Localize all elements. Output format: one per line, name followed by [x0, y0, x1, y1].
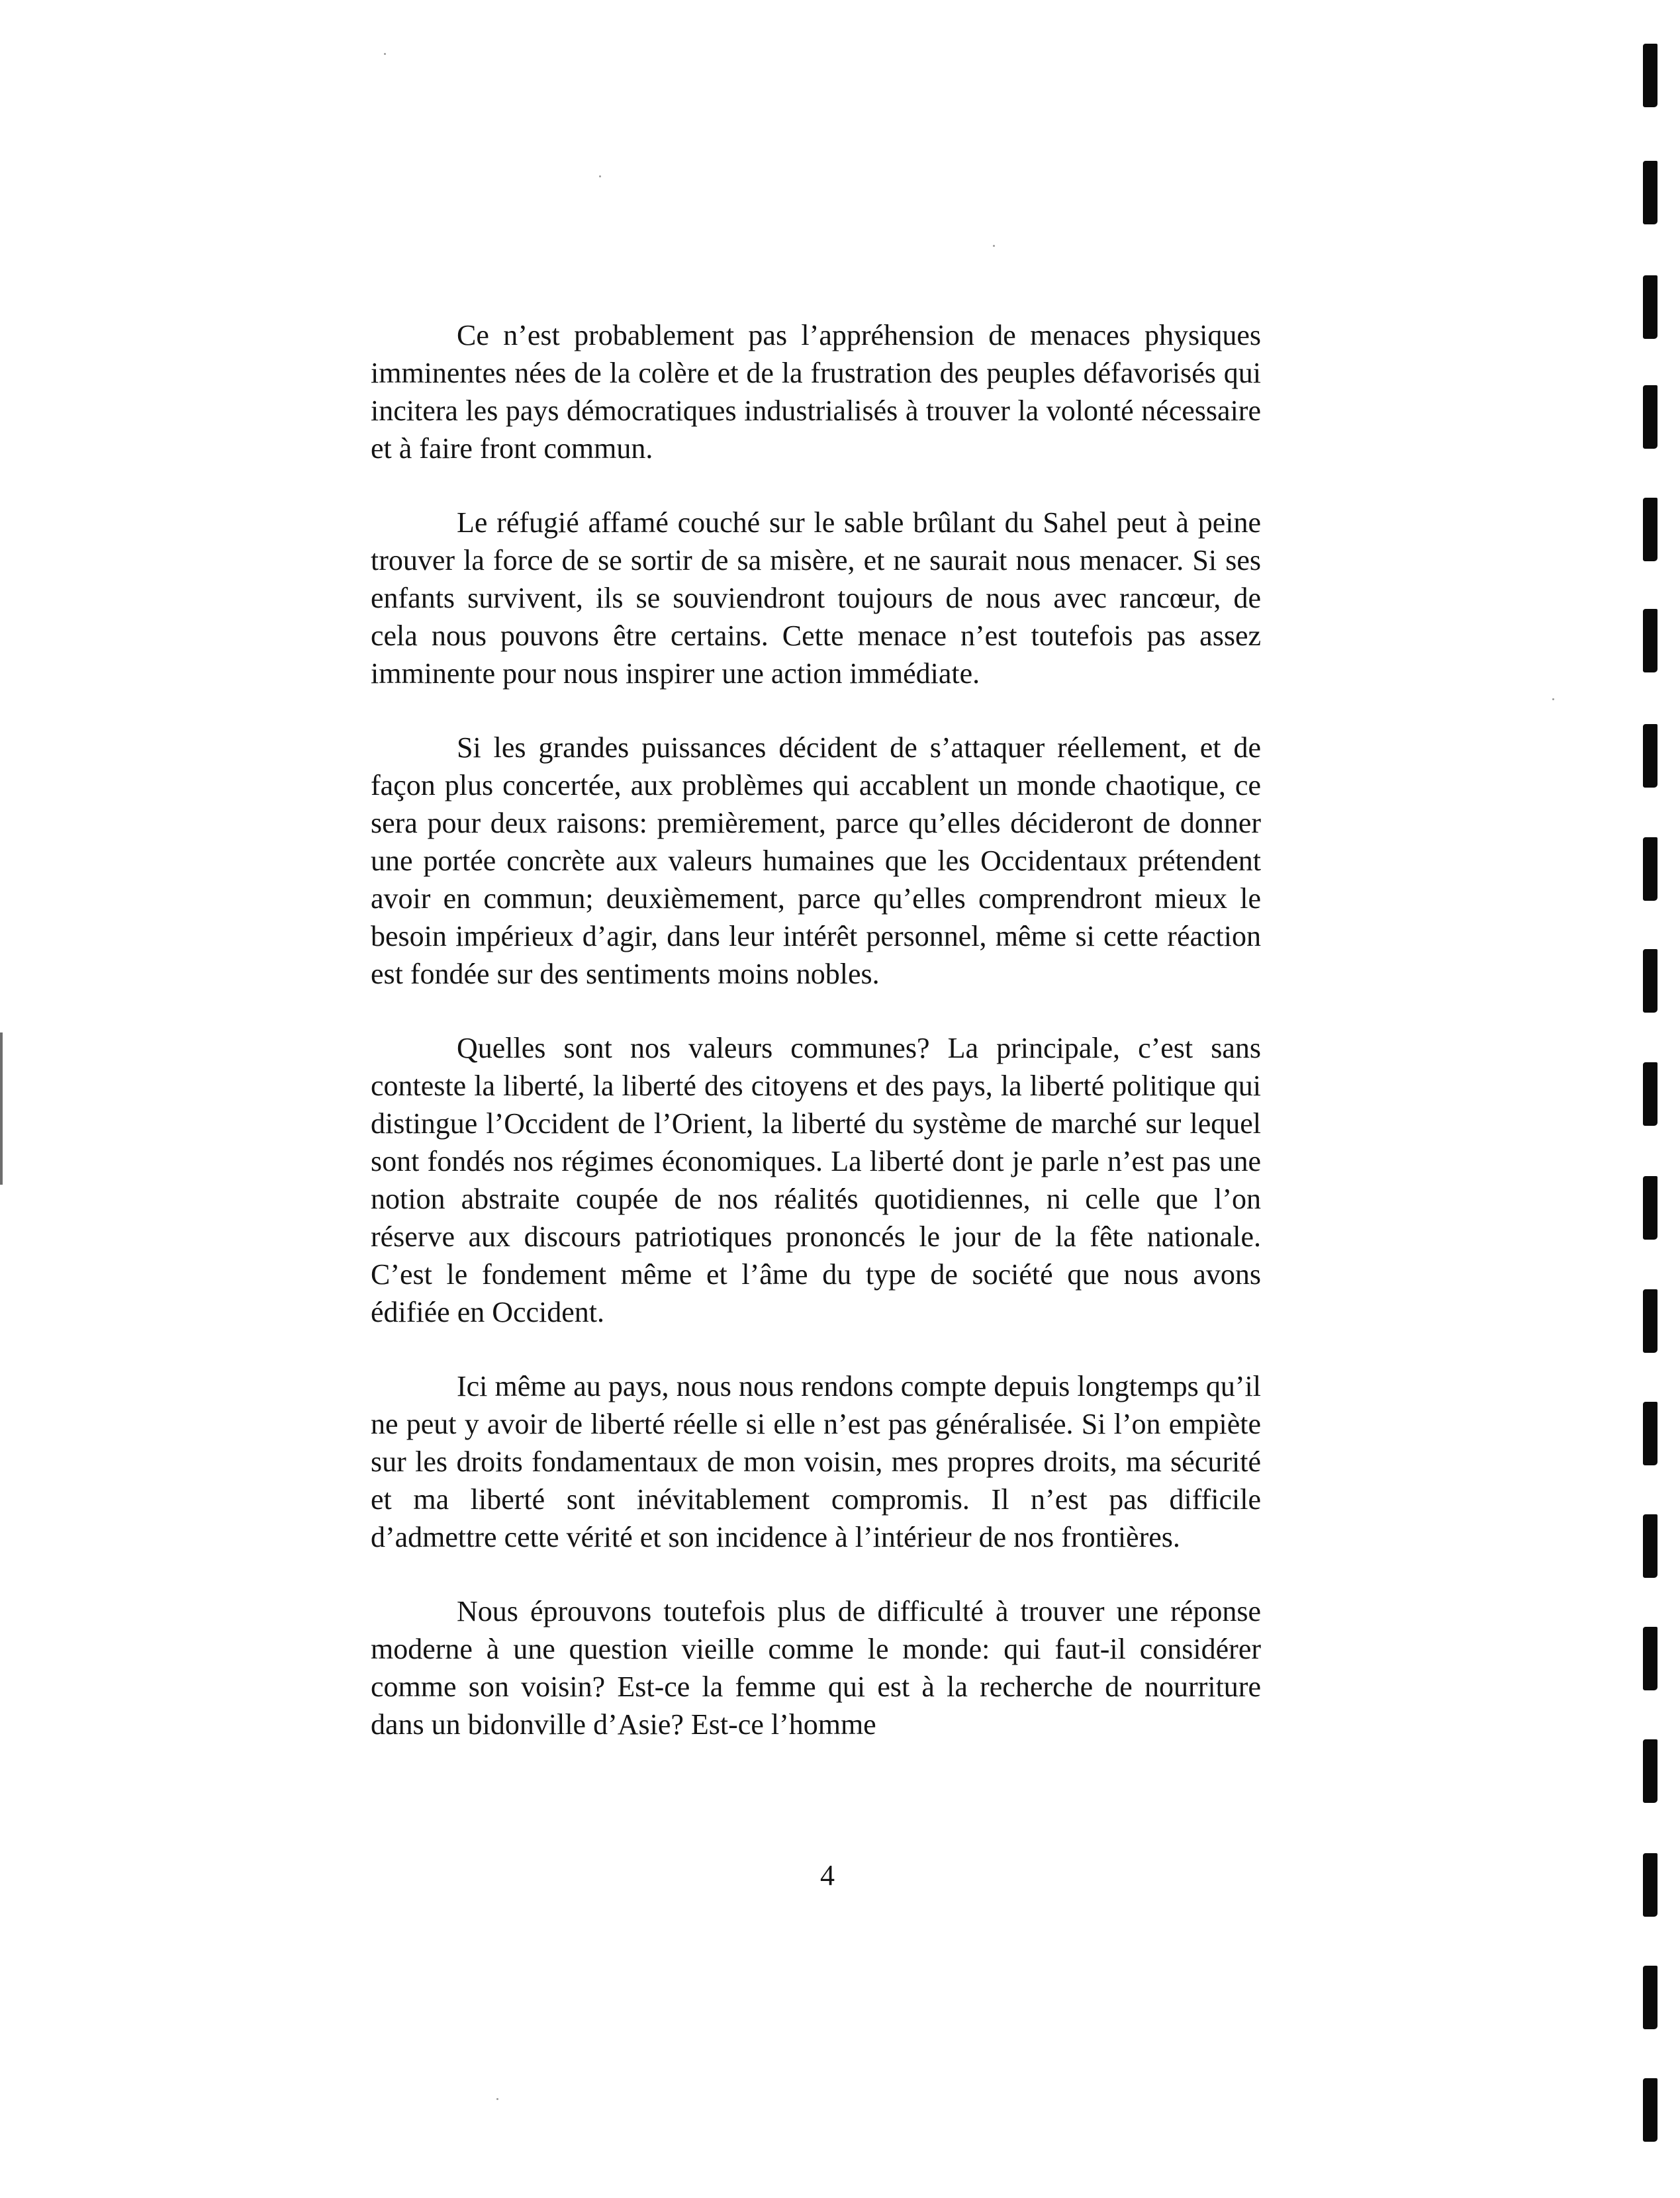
binding-mark	[1643, 1966, 1657, 2029]
speck	[599, 175, 601, 177]
scan-edge-line	[0, 1032, 3, 1185]
paragraph: Ce n’est probablement pas l’appréhension de menaces physiques imminentes nées de la colère et de la frustration des peuples défavorisés qui incitera les pays démocratiques industrialisés à trouver la volonté nécessaire et à faire front commun.	[371, 319, 1261, 465]
binding-mark	[1643, 1176, 1657, 1240]
binding-mark	[1643, 1627, 1657, 1690]
binding-mark	[1643, 2078, 1657, 2142]
paragraph: Le réfugié affamé couché sur le sable brûlant du Sahel peut à peine trouver la force de se sortir de sa misère, et ne saurait nous menacer. Si ses enfants survivent, ils se souviendront toujours de nous avec rancœur, de cela nous pouvons être certains. Cette menace n’est toutefois pas assez imminente pour nous inspirer une action immédiate.	[371, 506, 1261, 690]
speck	[1552, 698, 1554, 700]
speck	[496, 2098, 498, 2100]
binding-mark	[1643, 1514, 1657, 1578]
binding-mark	[1643, 498, 1657, 561]
binding-mark	[1643, 1853, 1657, 1917]
binding-mark	[1643, 1062, 1657, 1126]
body-text	[371, 316, 1261, 1780]
binding-mark	[1643, 385, 1657, 449]
binding-mark	[1643, 44, 1657, 107]
binding-mark	[1643, 837, 1657, 901]
binding-mark	[1643, 1739, 1657, 1803]
binding-mark	[1643, 949, 1657, 1013]
paragraph: Quelles sont nos valeurs communes? La principale, c’est sans conteste la liberté, la liberté des citoyens et des pays, la liberté politique qui distingue l’Occident de l’Orient, la liberté du système de marché sur lequel sont fondés nos régimes économiques. La liberté dont je parle n’est pas une notion abstraite coupée de nos réalités quotidiennes, ni celle que l’on réserve aux discours patriotiques prononcés le jour de la fête nationale. C’est le fondement même et l’âme du type de société que nous avons édifiée en Occident.	[371, 1032, 1261, 1328]
binding-mark	[1643, 724, 1657, 788]
binding-mark	[1643, 1402, 1657, 1465]
paragraph: Nous éprouvons toutefois plus de difficulté à trouver une réponse moderne à une question vieille comme le monde: qui faut-il considérer comme son voisin? Est-ce la femme qui est à la recherche de nourriture dans un bidonville d’Asie? Est-ce l’homme	[371, 1595, 1261, 1741]
binding-mark	[1643, 161, 1657, 224]
binding-mark	[1643, 609, 1657, 672]
speck	[384, 53, 386, 55]
binding-mark	[1643, 275, 1657, 339]
binding-mark	[1643, 1289, 1657, 1353]
paragraph: Si les grandes puissances décident de s’attaquer réellement, et de façon plus concertée, aux problèmes qui accablent un monde chaotique, ce sera pour deux raisons: premièrement, parce qu’elles décideront de donner une portée concrète aux valeurs humaines que les Occidentaux prétendent avoir en commun; deuxièmement, parce qu’elles comprendront mieux le besoin impérieux d’agir, dans leur intérêt personnel, même si cette réaction est fondée sur des sentiments moins nobles.	[371, 731, 1261, 990]
page-number: 4	[820, 1859, 835, 1892]
speck	[993, 245, 995, 247]
paragraph: Ici même au pays, nous nous rendons compte depuis longtemps qu’il ne peut y avoir de liberté réelle si elle n’est pas généralisée. Si l’on empiète sur les droits fondamentaux de mon voisin, mes propres droits, ma sécurité et ma liberté sont inévitablement compromis. Il n’est pas difficile d’admettre cette vérité et son incidence à l’intérieur de nos frontières.	[371, 1370, 1261, 1553]
